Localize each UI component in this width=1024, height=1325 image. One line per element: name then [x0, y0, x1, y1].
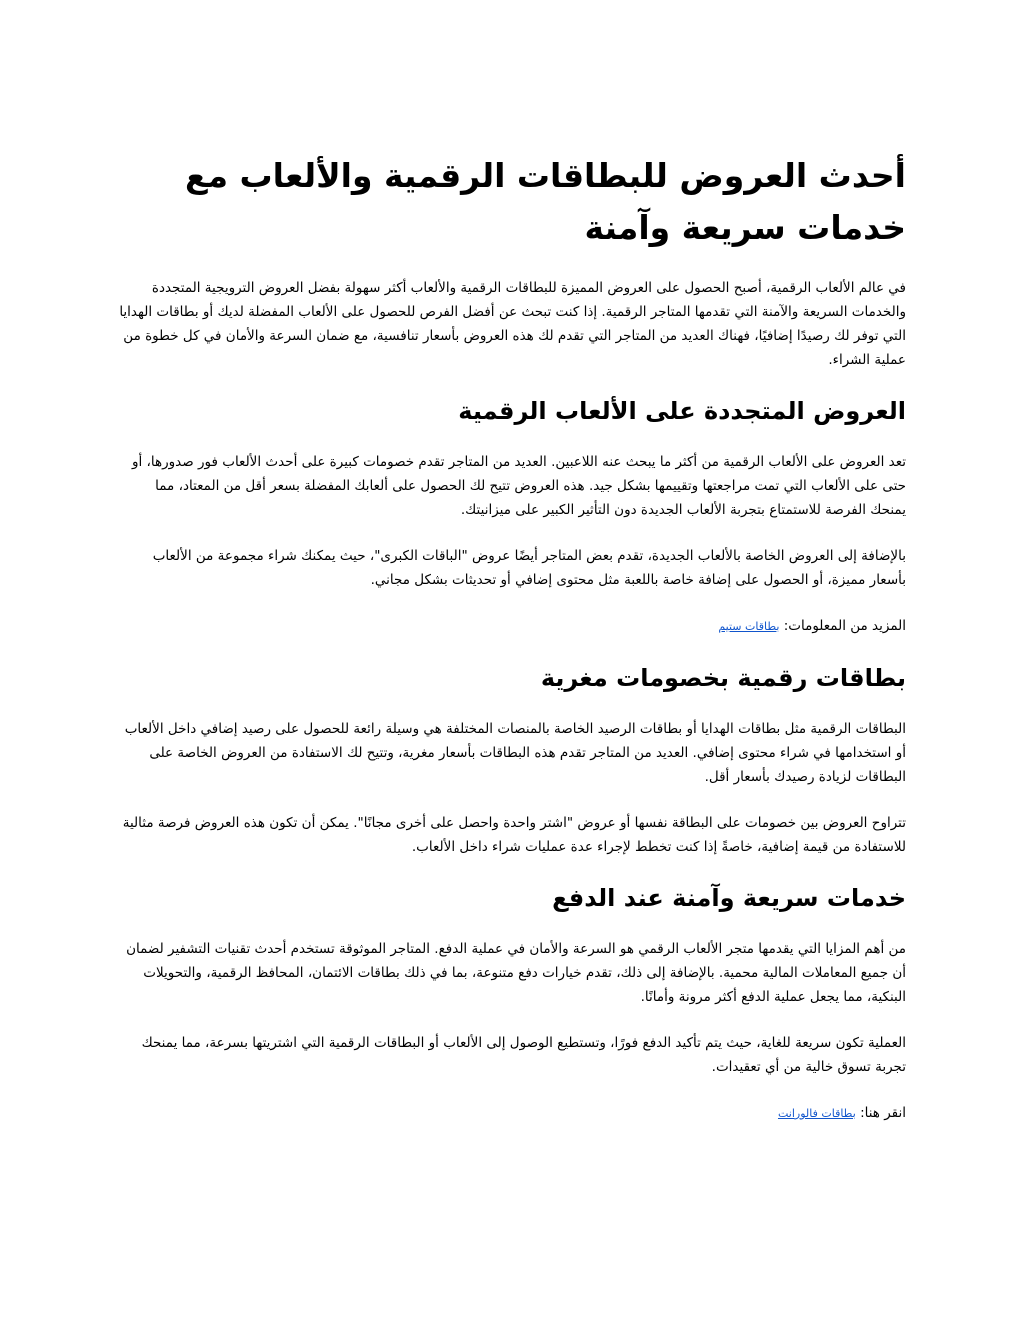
section-paragraph: تتراوح العروض بين خصومات على البطاقة نفسها أو عروض "اشتر واحدة واحصل على أخرى مجانًا". يمكن أن تكون هذه العروض فرصة مثالية للاستفادة من قيمة إضافية، خاصةً إذا كنت تخطط لإجراء عدة عمليات شراء داخل الألعاب.	[122, 815, 906, 855]
document-page	[118, 150, 906, 1148]
section-heading-digital-cards: بطاقات رقمية بخصومات مغرية	[540, 664, 906, 692]
steam-cards-link[interactable]: بطاقات ستيم	[718, 620, 780, 633]
section-paragraph: تعد العروض على الألعاب الرقمية من أكثر ما يبحث عنه اللاعبين. العديد من المتاجر تقدم خصومات كبيرة على أحدث الألعاب فور صدورها، أو حتى على الألعاب التي تمت مراجعتها وتقييمها بشكل جيد. هذه العروض تتيح لك الحصول على ألعابك المفضلة بسعر أقل من المعتاد، مما يمنحك الفرصة للاستمتاع بتجربة الألعاب الجديدة دون التأثير الكبير على ميزانيتك.	[131, 454, 906, 518]
section-paragraph: البطاقات الرقمية مثل بطاقات الهدايا أو بطاقات الرصيد الخاصة بالمنصات المختلفة هي وسيلة رائعة للحصول على رصيد إضافي داخل الألعاب أو استخدامها في شراء محتوى إضافي. العديد من المتاجر تقدم هذه البطاقات بأسعار مغرية، وتتيح لك الاستفادة من العروض الخاصة على البطاقات لزيادة رصيدك بأسعار أقل.	[124, 721, 906, 785]
section-paragraph: بالإضافة إلى العروض الخاصة بالألعاب الجديدة، تقدم بعض المتاجر أيضًا عروض "الباقات الكبرى"، حيث يمكنك شراء مجموعة من الألعاب بأسعار مميزة، أو الحصول على إضافة خاصة باللعبة مثل محتوى إضافي أو تحديثات بشكل مجاني.	[152, 548, 906, 588]
section-paragraph: من أهم المزايا التي يقدمها متجر الألعاب الرقمي هو السرعة والأمان في عملية الدفع. المتاجر الموثوقة تستخدم أحدث تقنيات التشفير لضمان أن جميع المعاملات المالية محمية. بالإضافة إلى ذلك، تقدم خيارات دفع متنوعة، بما في ذلك بطاقات الائتمان، المحافظ الرقمية، والتحويلات البنكية، مما يجعل عملية الدفع أكثر مرونة وأمانًا.	[126, 941, 906, 1005]
more-info-line	[118, 614, 906, 639]
click-here-line	[118, 1101, 906, 1126]
section-heading-game-offers: العروض المتجددة على الألعاب الرقمية	[458, 397, 906, 425]
valorant-cards-link[interactable]: بطاقات فالورانت	[777, 1107, 856, 1120]
more-info-label: المزيد من المعلومات:	[783, 618, 906, 634]
click-here-label: انقر هنا:	[860, 1105, 906, 1121]
intro-paragraph: في عالم الألعاب الرقمية، أصبح الحصول على العروض المميزة للبطاقات الرقمية والألعاب أكثر سهولة بفضل العروض الترويجية المتجددة والخدمات السريعة والآمنة التي تقدمها المتاجر الرقمية. إذا كنت تبحث عن أفضل الفرص للحصول على الألعاب المفضلة لديك أو بطاقات الهدايا التي توفر لك رصيدًا إضافيًا، فهناك العديد من المتاجر التي تقدم لك هذه العروض بأسعار تنافسية، مع ضمان السرعة والأمان في كل خطوة من عملية الشراء.	[119, 280, 906, 368]
section-heading-payment: خدمات سريعة وآمنة عند الدفع	[552, 884, 906, 912]
section-paragraph: العملية تكون سريعة للغاية، حيث يتم تأكيد الدفع فورًا، وتستطيع الوصول إلى الألعاب أو البطاقات الرقمية التي اشتريتها بسرعة، مما يمنحك تجربة تسوق خالية من أي تعقيدات.	[141, 1035, 906, 1075]
page-title: أحدث العروض للبطاقات الرقمية والألعاب مع خدمات سريعة وآمنة	[185, 156, 906, 247]
